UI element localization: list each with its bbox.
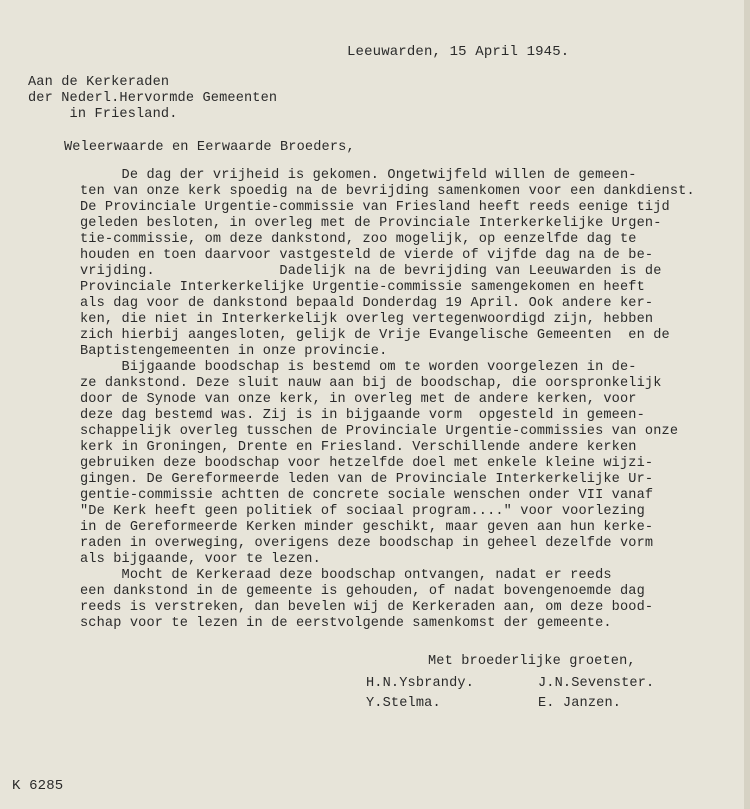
body-line: door de Synode van onze kerk, in overleg met de andere kerken, voor	[80, 392, 637, 407]
address-line: Aan de Kerkeraden	[28, 75, 170, 90]
body-line: Mocht de Kerkeraad deze boodschap ontvangen, nadat er reeds	[80, 568, 612, 583]
body-line: ten van onze kerk spoedig na de bevrijding samenkomen voor een dankdienst.	[80, 184, 695, 199]
signature: E. Janzen.	[538, 696, 622, 711]
body-line: geleden besloten, in overleg met de Provinciale Interkerkelijke Urgen-	[80, 216, 662, 231]
paper-edge	[744, 0, 750, 809]
body-line: schap voor te lezen in de eerstvolgende samenkomst der gemeente.	[80, 616, 612, 631]
body-line: raden in overweging, overigens deze boodschap in geheel dezelfde vorm	[80, 536, 654, 551]
body-line: tie-commissie, om deze dankstond, zoo mogelijk, op eenzelfde dag te	[80, 232, 637, 247]
body-line: De dag der vrijheid is gekomen. Ongetwijfeld willen de gemeen-	[80, 168, 637, 183]
signature: H.N.Ysbrandy.	[366, 676, 474, 691]
body-line: gentie-commissie achtten de concrete sociale wenschen onder VII vanaf	[80, 488, 654, 503]
address-line: der Nederl.Hervormde Gemeenten	[28, 91, 278, 106]
body-line: De Provinciale Urgentie-commissie van Friesland heeft reeds eenige tijd	[80, 200, 670, 215]
body-line: schappelijk overleg tusschen de Provinciale Urgentie-commissies van onze	[80, 424, 679, 439]
body-line: als bijgaande, voor te lezen.	[80, 552, 321, 567]
body-line: kerk in Groningen, Drente en Friesland. Verschillende andere kerken	[80, 440, 637, 455]
body-line: Baptistengemeenten in onze provincie.	[80, 344, 388, 359]
body-line: in de Gereformeerde Kerken minder geschikt, maar geven aan hun kerke-	[80, 520, 654, 535]
body-line: gebruiken deze boodschap voor hetzelfde doel met enkele kleine wijzi-	[80, 456, 654, 471]
salutation: Weleerwaarde en Eerwaarde Broeders,	[64, 140, 355, 155]
body-line: als dag voor de dankstond bepaald Donderdag 19 April. Ook andere ker-	[80, 296, 654, 311]
body-line: Bijgaande boodschap is bestemd om te worden voorgelezen in de-	[80, 360, 637, 375]
body-line: "De Kerk heeft geen politiek of sociaal program...." voor voorlezing	[80, 504, 645, 519]
body-line: houden en toen daarvoor vastgesteld de vierde of vijfde dag na de be-	[80, 248, 654, 263]
body-line: reeds is verstreken, dan bevelen wij de Kerkeraden aan, om deze bood-	[80, 600, 654, 615]
body-line: ze dankstond. Deze sluit nauw aan bij de boodschap, die oorspronkelijk	[80, 376, 662, 391]
body-line: deze dag bestemd was. Zij is in bijgaande vorm opgesteld in gemeen-	[80, 408, 645, 423]
body-line: gingen. De Gereformeerde leden van de Provinciale Interkerkelijke Ur-	[80, 472, 654, 487]
date-line: Leeuwarden, 15 April 1945.	[347, 44, 570, 60]
body-line: Provinciale Interkerkelijke Urgentie-commissie samengekomen en heeft	[80, 280, 645, 295]
signature: Y.Stelma.	[366, 696, 441, 711]
body-line: een dankstond in de gemeente is gehouden, of nadat bovengenoemde dag	[80, 584, 645, 599]
body-line: ken, die niet in Interkerkelijk overleg vertegenwoordigd zijn, hebben	[80, 312, 654, 327]
signature: J.N.Sevenster.	[538, 676, 655, 691]
address-line: in Friesland.	[28, 107, 178, 122]
body-line: zich hierbij aangesloten, gelijk de Vrije Evangelische Gemeenten en de	[80, 328, 670, 343]
body-line: vrijding. Dadelijk na de bevrijding van Leeuwarden is de	[80, 264, 662, 279]
closing: Met broederlijke groeten,	[428, 654, 636, 669]
archive-reference: K 6285	[12, 778, 64, 794]
